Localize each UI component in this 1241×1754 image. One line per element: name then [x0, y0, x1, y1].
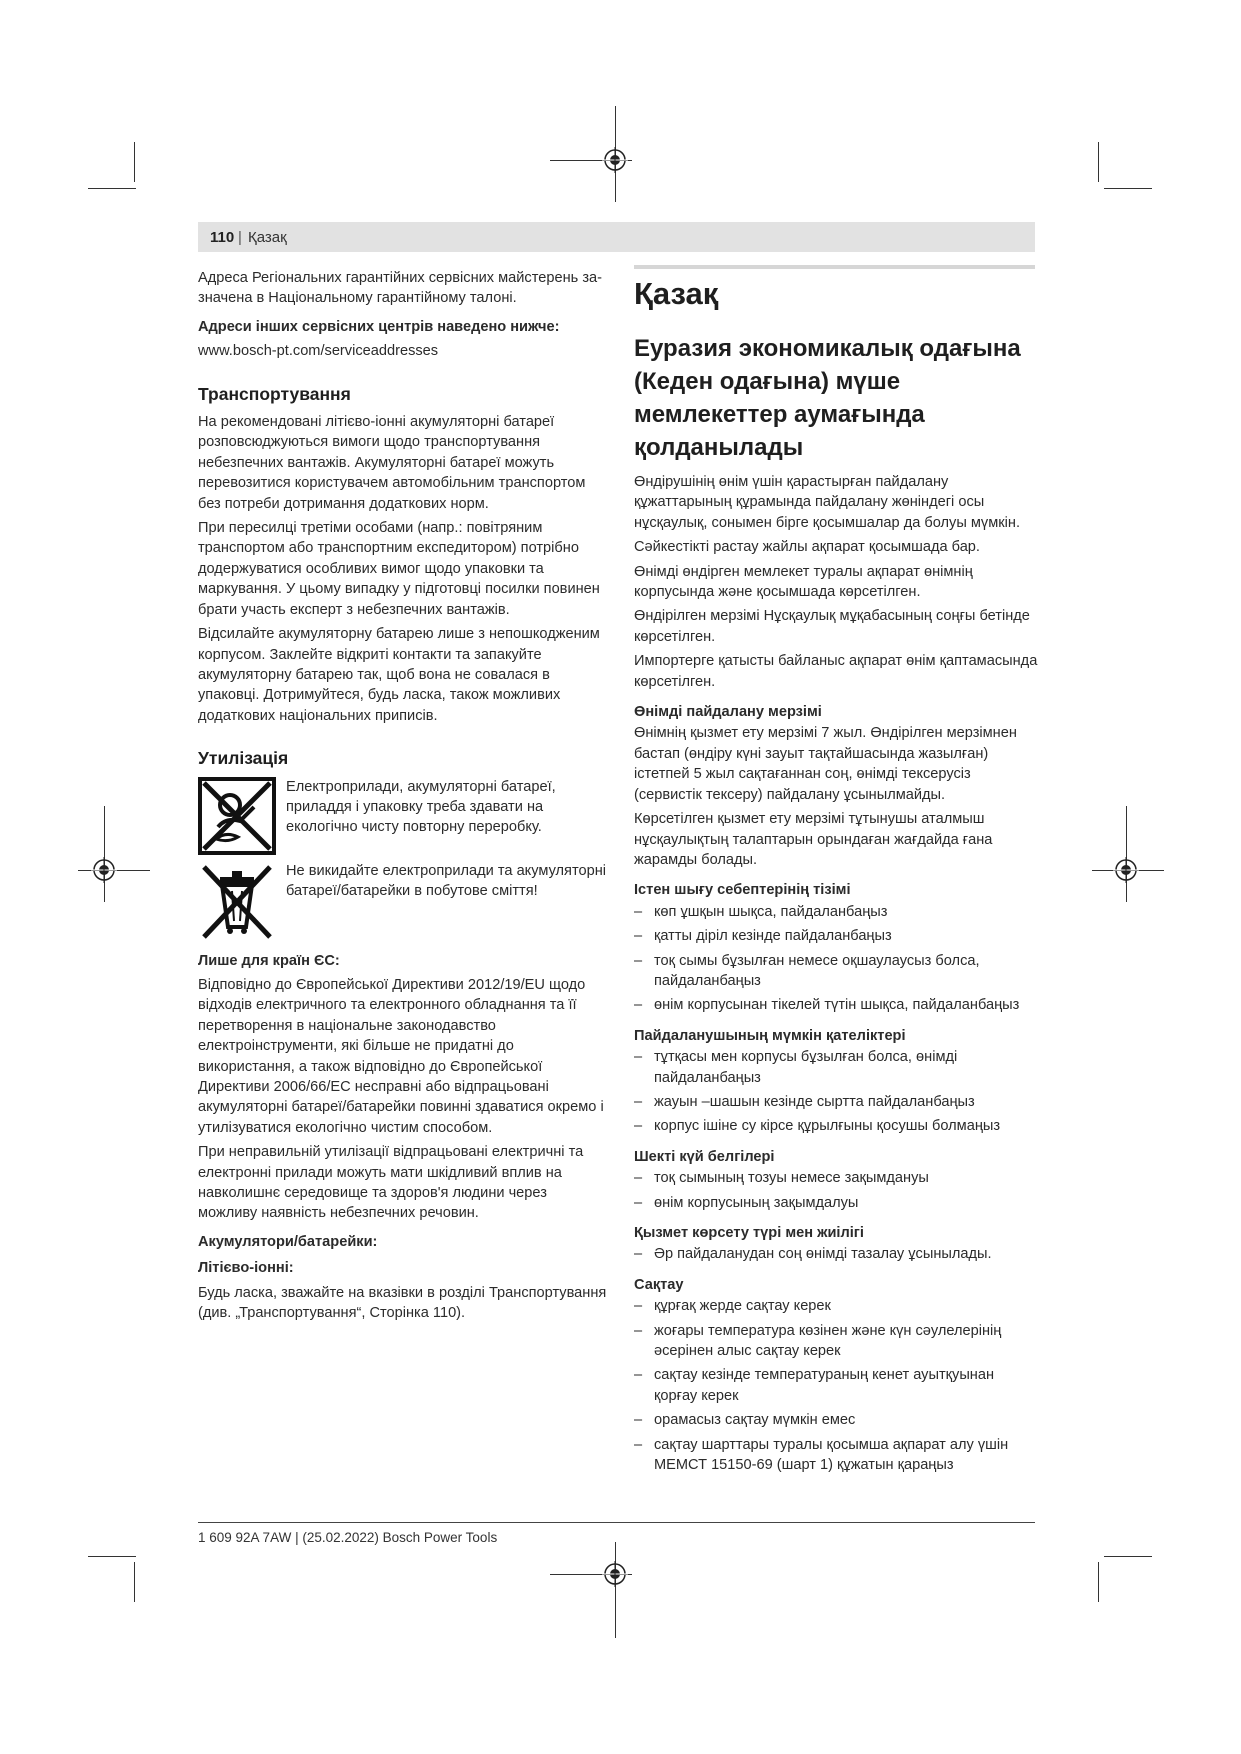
header-language: Қазақ: [248, 229, 287, 246]
li-ion-paragraph: Будь ласка, зважайте на вказівки в розділі Транспортування (див. „Транспортування“, Сторінка 110).: [198, 1284, 607, 1322]
service-heading: Қызмет көрсету түрі мен жиілігі: [634, 1225, 864, 1241]
list-item: – тоқ сымы бұзылған немесе оқшаулаусыз болса, пайдаланбаңыз: [634, 951, 1039, 992]
list-item: – Әр пайдаланудан соң өнімді тазалау ұсынылады.: [634, 1244, 1039, 1264]
recycle-symbol-icon: [198, 777, 276, 855]
crossed-bin-icon: [198, 861, 276, 939]
crop-mark: [134, 142, 135, 182]
crop-mark: [1104, 1556, 1152, 1557]
li-ion-label: Літієво-іонні:: [198, 1260, 294, 1277]
service-life-paragraph: Өнімнің қызмет ету мерзімі 7 жыл. Өндірілген мерзімнен бастап (өндіру күні зауыт тақтайшасында жазылған) істетпей 5 жыл сақтағаннан соң, өнімді тексерусіз (сервистік тексеру) пайдалану ұсынылмайды.: [634, 725, 1017, 803]
section-subtitle: Еуразия экономикалық одағына (Кеден одағына) мүше мемлекеттер аумағында қолданылады: [634, 335, 1021, 461]
registration-line: [1126, 806, 1127, 902]
recycling-row: [198, 777, 610, 855]
service-url: www.bosch-pt.com/serviceaddresses: [198, 343, 439, 360]
page-footer: 1 609 92A 7AW | (25.02.2022) Bosch Power Tools: [198, 1530, 498, 1545]
transport-paragraph: На рекомендовані літієво-іонні акумуляторні батареї розповсюджуються вимоги щодо транспортування небезпечних вантажів. Акумуляторні батареї можуть перевозитися користувачем автомобільним транспортом без потреби дотримання додаткових норм.: [198, 414, 586, 512]
list-item: – құрғақ жерде сақтау керек: [634, 1296, 1039, 1316]
list-item: – тоқ сымының тозуы немесе зақымдануы: [634, 1168, 1039, 1188]
registration-line: [104, 806, 105, 902]
list-item: – тұтқасы мен корпусы бұзылған болса, өнімді пайдаланбаңыз: [634, 1047, 1039, 1088]
list-item: – корпус ішіне су кірсе құрылғыны қосушы болмаңыз: [634, 1116, 1039, 1136]
list-item: – жоғары температура көзінен және күн сәулелерінің әсерінен алыс сақтау керек: [634, 1321, 1039, 1362]
transport-paragraph: Відсилайте акумуляторну батарею лише з непошкодженим корпусом. Заклейте відкриті контакти та запакуйте акумуляторну батарею так, щоб вона не совалася в упаковці. Дотримуйтеся, будь ласка, також можливих додаткових національних приписів.: [198, 626, 600, 724]
list-item: – жауын –шашын кезінде сыртта пайдаланбаңыз: [634, 1092, 1039, 1112]
list-item: – қатты діріл кезінде пайдаланбаңыз: [634, 926, 1039, 946]
kz-paragraph: Өндірілген мерзімі Нұсқаулық мұқабасының соңғы бетінде көрсетілген.: [634, 608, 1030, 645]
other-centers-label: Адреси інших сервісних центрів наведено нижче:: [198, 318, 560, 335]
registration-mark-icon: [1113, 857, 1139, 883]
list-item: – өнім корпусының зақымдалуы: [634, 1193, 1039, 1213]
transport-paragraph: При пересилці третіми особами (напр.: повітряним транспортом або транспортним експедитором) потрібно додержуватися особливих вимог щодо упаковки та маркування. У цьому випадку у підготовці посилки повинен брати участь експерт з небезпечних вантажів.: [198, 520, 600, 618]
crop-mark: [88, 188, 136, 189]
eu-paragraph: При неправильній утилізації відпрацьовані електричні та електронні прилади можуть мати шкідливий вплив на навколишнє середовище та здоров'я людини через можливу наявність небезпечних речовин.: [198, 1144, 584, 1222]
list-item: – өнім корпусынан тікелей түтін шықса, пайдаланбаңыз: [634, 995, 1039, 1015]
batteries-label: Акумулятори/батарейки:: [198, 1233, 378, 1250]
crop-mark: [88, 1556, 136, 1557]
registration-mark-icon: [602, 147, 628, 173]
registration-line: [615, 1542, 616, 1638]
page-header: [198, 222, 1035, 252]
transport-heading: Транспортування: [198, 383, 351, 404]
registration-mark-icon: [602, 1561, 628, 1587]
eu-label: Лише для країн ЄС:: [198, 952, 340, 969]
section-rule: [634, 265, 1035, 269]
list-item: – сақтау кезінде температураның кенет ауытқуынан қорғау керек: [634, 1365, 1039, 1406]
service-life-paragraph: Көрсетілген қызмет ету мерзімі тұтынушы аталмыш нұсқаулықтың талаптарын орындаған жағдайда ғана жарамды болады.: [634, 811, 993, 868]
kz-paragraph: Өнімді өндірген мемлекет туралы ақпарат өнімнің корпусында және қосымшада көрсетілген.: [634, 563, 973, 601]
service-life-heading: Өнімді пайдалану мерзімі: [634, 704, 822, 721]
crop-mark: [1104, 188, 1152, 189]
kz-paragraph: Өндірушінің өнім үшін қарастырған пайдалану құжаттарының құрамында пайдалану жөніндегі осы нұсқаулық, сонымен бірге қосымшалар да болуы мүмкін.: [634, 474, 1020, 531]
weee-text: Не викидайте електроприлади та акумуляторні батареї/батарейки в побутове сміття!: [286, 862, 607, 899]
limit-signs-heading: Шекті күй белгілері: [634, 1148, 775, 1165]
kz-paragraph: Сәйкестікті растау жайлы ақпарат қосымшада бар.: [634, 539, 980, 556]
registration-mark-icon: [91, 857, 117, 883]
user-errors-heading: Пайдаланушының мүмкін қателіктері: [634, 1027, 906, 1044]
page-number: 110: [210, 229, 235, 246]
left-column: [198, 268, 610, 1327]
section-title: Қазақ: [634, 276, 719, 311]
header-separator: |: [238, 229, 242, 246]
recycling-text: Електроприлади, акумуляторні батареї, приладдя і упаковку треба здавати на екологічно чисту повторну переробку.: [286, 778, 556, 836]
right-column: [634, 276, 1039, 1479]
crop-mark: [134, 1562, 135, 1602]
disposal-heading: Утилізація: [198, 748, 289, 769]
eu-paragraph: Відповідно до Європейської Директиви 2012/19/EU щодо відходів електричного та електронного обладнання та її перетворення в національне законодавство електроінструменти, які більше не придатні до використання, а також відповідно до Європейської Директиви 2006/66/EC несправні або відпрацьовані акумуляторні батареї/батарейки повинні здаватися окремо і утилізуватися екологічно чистим способом.: [198, 976, 604, 1136]
footer-rule: [198, 1522, 1035, 1523]
failure-heading: Істен шығу себептерінің тізімі: [634, 882, 851, 899]
crop-mark: [1098, 1562, 1099, 1602]
kz-paragraph: Импортерге қатысты байланыс ақпарат өнім қаптамасында көрсетілген.: [634, 653, 1038, 690]
intro-paragraph: Адреса Регіональних гарантійних сервісних майстерень за- значена в Національному гарантійному талоні.: [198, 270, 602, 307]
storage-heading: Сақтау: [634, 1276, 684, 1293]
list-item: – көп ұшқын шықса, пайдаланбаңыз: [634, 902, 1039, 922]
weee-row: [198, 861, 610, 939]
crop-mark: [1098, 142, 1099, 182]
list-item: – сақтау шарттары туралы қосымша ақпарат алу үшін МЕМСТ 15150-69 (шарт 1) құжатын қараңыз: [634, 1435, 1039, 1476]
list-item: – орамасыз сақтау мүмкін емес: [634, 1410, 1039, 1430]
